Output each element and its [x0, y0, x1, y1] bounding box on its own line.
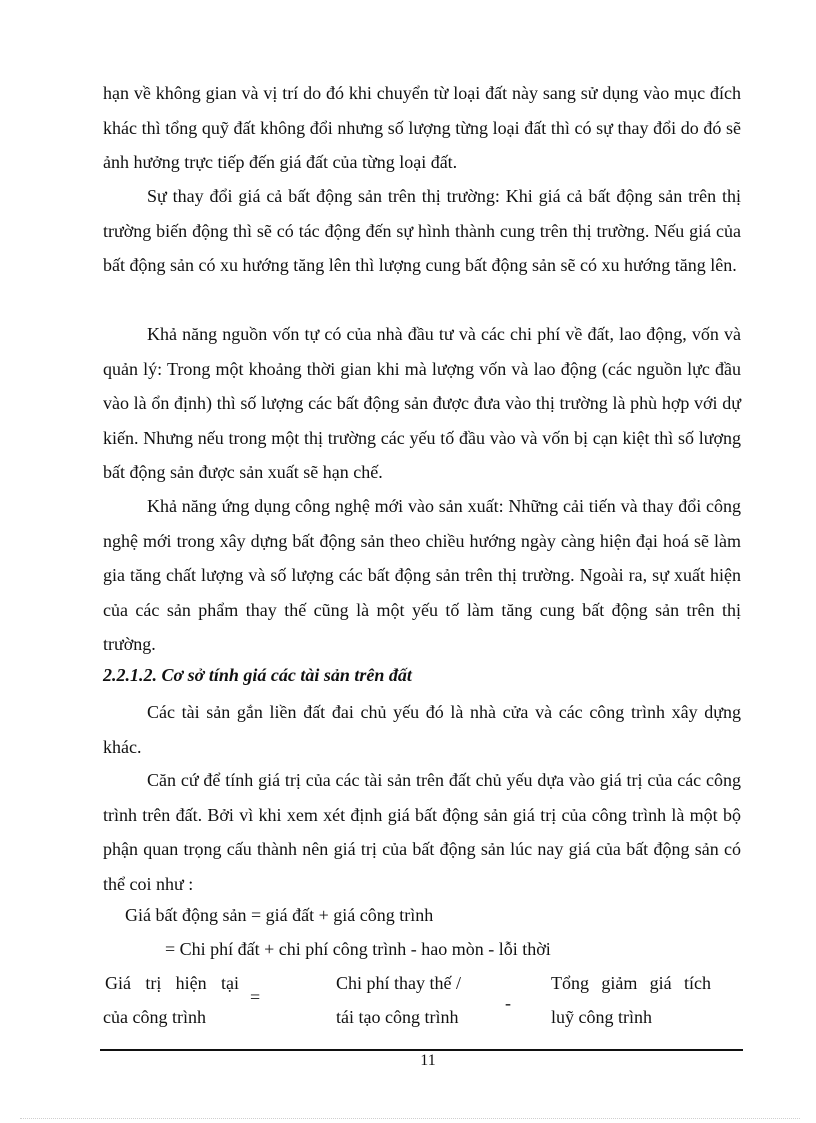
paragraph-investor-capital: Khả năng nguồn vốn tự có của nhà đầu tư và các chi phí về đất, lao động, vốn và quản lý: Trong một khoảng thời gian khi mà lượng vốn và lao động (các nguồn lực đầu vào là ổn định) thì số lượng các bất động sản được đưa vào thị trường là phù hợp với dự kiến. Nhưng nếu trong một thị trường các yếu tố đầu vào và vốn bị cạn kiệt thì số lượng bất động sản được sản xuất sẽ hạn chế.	[103, 324, 741, 482]
equation-middle-line-2: tái tạo công trình	[336, 1007, 459, 1027]
equation-left-line-1: Giá trị hiện tại	[105, 973, 239, 993]
paragraph-price-change: Sự thay đổi giá cả bất động sản trên thị trường: Khi giá cả bất động sản trên thị trường biến động thì sẽ có tác động đến sự hình thành cung trên thị trường. Nếu giá của bất động sản có xu hướng tăng lên thì lượng cung bất động sản sẽ có xu hướng tăng lên.	[103, 186, 741, 275]
equals-sign: =	[250, 987, 261, 1007]
equation-right-line-1: Tổng giảm giá tích	[551, 973, 711, 993]
formula-line-1: Giá bất động sản = giá đất + giá công trình	[125, 905, 434, 925]
page-number: 11	[420, 1052, 436, 1069]
paragraph-land-supply-continued: hạn về không gian và vị trí do đó khi chuyển từ loại đất này sang sử dụng vào mục đích khác thì tổng quỹ đất không đổi nhưng số lượng từng loại đất thì có sự thay đổi do đó sẽ ảnh hưởng trực tiếp đến giá đất của từng loại đất.	[103, 83, 741, 172]
equation-present-value	[103, 966, 239, 1034]
minus-sign: -	[505, 993, 511, 1013]
equation-middle-line-1: Chi phí thay thế /	[336, 973, 461, 993]
paragraph-assets-on-land: Các tài sản gắn liền đất đai chủ yếu đó là nhà cửa và các công trình xây dựng khác.	[103, 702, 741, 757]
equation-replacement-cost	[336, 966, 486, 1034]
paragraph-new-technology: Khả năng ứng dụng công nghệ mới vào sản xuất: Những cải tiến và thay đổi công nghệ mới trong xây dựng bất động sản theo chiều hướng ngày càng hiện đại hoá sẽ làm gia tăng chất lượng và số lượng các bất động sản trên thị trường. Ngoài ra, sự xuất hiện của các sản phẩm thay thế cũng là một yếu tố làm tăng cung bất động sản trên thị trường.	[103, 496, 741, 654]
page-edge	[20, 1118, 800, 1119]
equation-left-line-2: của công trình	[103, 1007, 206, 1027]
equation-accumulated-depreciation	[551, 966, 711, 1034]
formula-line-2: = Chi phí đất + chi phí công trình - hao mòn - lỗi thời	[165, 939, 551, 959]
paragraph-valuation-basis: Căn cứ để tính giá trị của các tài sản trên đất chủ yếu dựa vào giá trị của các công trình trên đất. Bởi vì khi xem xét định giá bất động sản giá trị của công trình là một bộ phận quan trọng cấu thành nên giá trị của bất động sản lúc nay giá của bất động sản có thể coi như :	[103, 770, 741, 894]
section-heading: 2.2.1.2. Cơ sở tính giá các tài sản trên đất	[103, 665, 412, 685]
equation-right-line-2: luỹ công trình	[551, 1007, 652, 1027]
